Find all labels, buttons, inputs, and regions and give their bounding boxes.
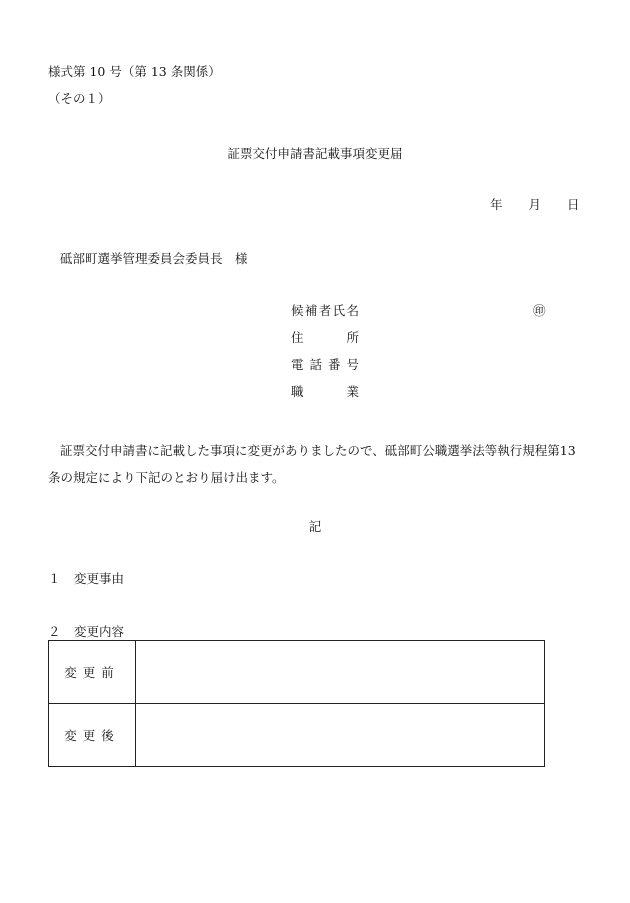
item1-label: 変更事由 xyxy=(74,571,125,586)
body-paragraph xyxy=(48,437,588,491)
candidate-name-label: 候補者氏名 xyxy=(291,303,359,318)
phone-label: 電話番号 xyxy=(291,357,359,372)
addressee: 砥部町選挙管理委員会委員長 様 xyxy=(60,251,248,266)
form-sub-number: （その１） xyxy=(48,91,111,106)
date-line xyxy=(490,197,580,213)
occupation-label: 職業 xyxy=(291,384,359,399)
item1-number: １ xyxy=(48,571,61,586)
after-label: 変更後 xyxy=(49,704,136,767)
occupation-row xyxy=(291,384,359,411)
item-change-reason xyxy=(48,571,124,587)
item2-number: ２ xyxy=(48,624,61,639)
form-number: 様式第 10 号（第 13 条関係） xyxy=(48,64,221,79)
candidate-name-row xyxy=(291,303,546,330)
before-value-cell[interactable] xyxy=(136,641,545,704)
after-value-cell[interactable] xyxy=(136,704,545,767)
item2-label: 変更内容 xyxy=(74,624,125,639)
before-label: 変更前 xyxy=(49,641,136,704)
table-row-before xyxy=(49,641,545,704)
seal-mark: ㊞ xyxy=(533,303,546,318)
ki-heading: 記 xyxy=(308,519,322,534)
address-row xyxy=(291,330,359,357)
change-content-table xyxy=(48,640,545,767)
date-day-label: 日 xyxy=(567,197,580,212)
body-text: 証票交付申請書に記載した事項に変更がありましたので、砥部町公職選挙法等執行規程第13条の規定により下記のとおり届け出ます。 xyxy=(48,443,576,485)
document-title: 証票交付申請書記載事項変更届 xyxy=(227,146,403,161)
phone-row xyxy=(291,357,359,384)
address-label: 住所 xyxy=(291,330,359,345)
table-row-after xyxy=(49,704,545,767)
item-change-content xyxy=(48,624,124,640)
applicant-fields xyxy=(291,303,546,411)
date-year-label: 年 xyxy=(490,197,503,212)
date-month-label: 月 xyxy=(528,197,542,212)
